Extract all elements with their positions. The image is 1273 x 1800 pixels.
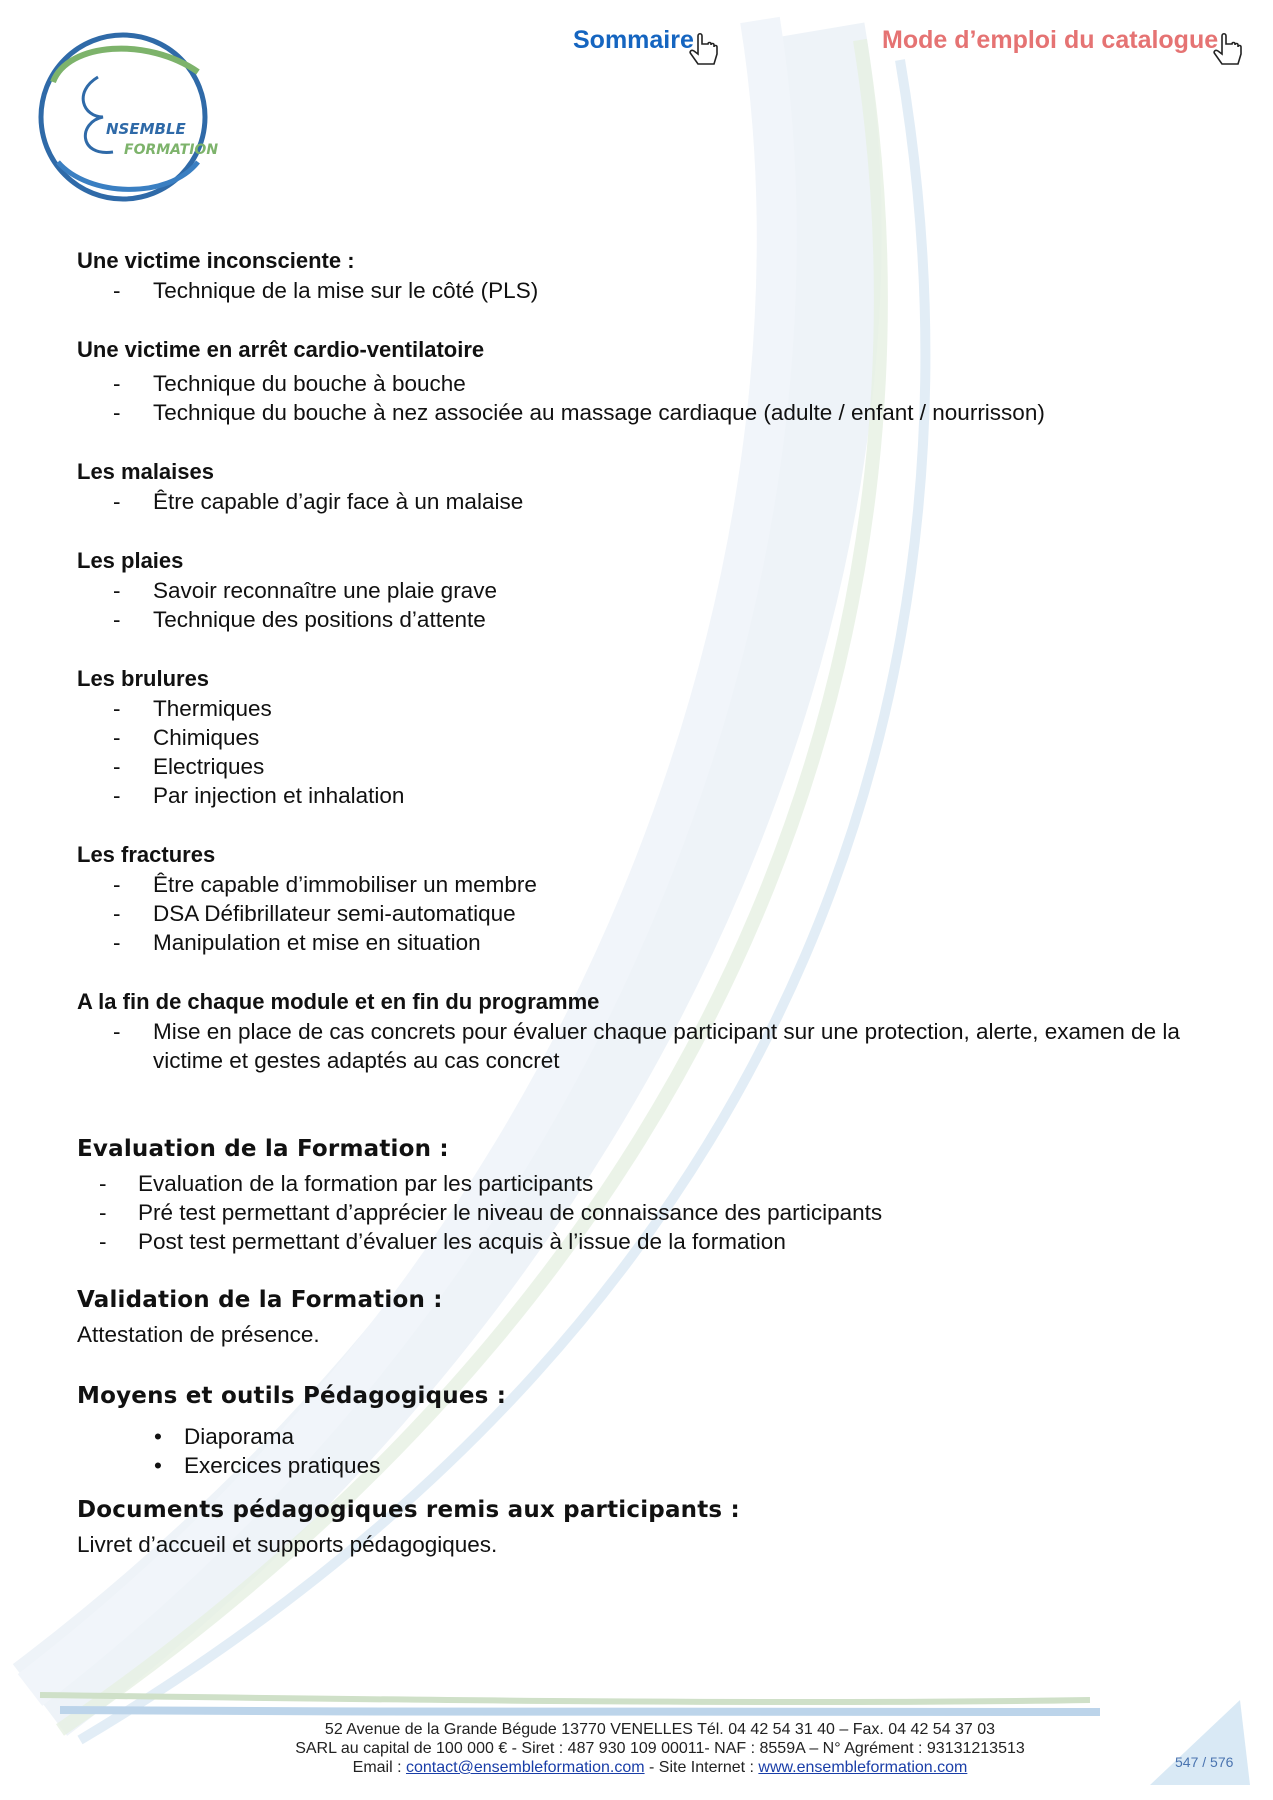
email-prefix: Email : (352, 1759, 406, 1776)
list-item: - Technique des positions d’attente (77, 605, 1227, 634)
sommaire-label: Sommaire (573, 26, 694, 54)
list-item: • Diaporama (77, 1422, 1227, 1451)
section-plaies (77, 546, 1227, 634)
moyens-title: Moyens et outils Pédagogiques : (77, 1383, 507, 1409)
section-fin-programme (77, 987, 1227, 1075)
item-list (77, 487, 1227, 516)
list-item: - Chimiques (77, 723, 1227, 752)
list-item: • Exercices pratiques (77, 1451, 1227, 1480)
sommaire-link[interactable] (573, 26, 722, 72)
mode-emploi-link[interactable] (882, 26, 1246, 72)
main-content (77, 246, 1227, 1560)
page-footer (200, 1720, 1120, 1777)
section-arret-cardio (77, 335, 1227, 427)
list-item: - Evaluation de la formation par les participants (77, 1169, 1227, 1198)
list-item: - Thermiques (77, 694, 1227, 723)
email-link[interactable]: contact@ensembleformation.com (405, 1759, 645, 1776)
footer-company-info: SARL au capital de 100 000 € - Siret : 487 930 109 00011- NAF : 8559A – N° Agrément : 93131213513 (295, 1740, 1025, 1757)
item-list (77, 276, 1227, 305)
moyens-list (77, 1422, 1227, 1480)
list-item: - Savoir reconnaître une plaie grave (77, 576, 1227, 605)
list-item: - Electriques (77, 752, 1227, 781)
section-inconsciente (77, 246, 1227, 305)
list-item: - Technique du bouche à bouche (77, 369, 1227, 398)
validation-text: Attestation de présence. (77, 1322, 320, 1347)
site-prefix: - Site Internet : (644, 1759, 759, 1776)
page-number: 547 / 576 (1175, 1754, 1234, 1770)
svg-text:FORMATION: FORMATION (124, 142, 219, 158)
documents-text: Livret d’accueil et supports pédagogiques. (77, 1532, 498, 1557)
section-title: Les malaises (77, 459, 214, 484)
list-item: - Être capable d’agir face à un malaise (77, 487, 1227, 516)
validation-section (77, 1284, 1227, 1350)
item-list (77, 576, 1227, 634)
validation-title: Validation de la Formation : (77, 1287, 443, 1313)
evaluation-title: Evaluation de la Formation : (77, 1136, 449, 1162)
list-item: - Être capable d’immobiliser un membre (77, 870, 1227, 899)
mode-emploi-label: Mode d’emploi du catalogue (882, 26, 1219, 54)
moyens-section (77, 1380, 1227, 1480)
list-item: - Technique du bouche à nez associée au massage cardiaque (adulte / enfant / nourrisson) (77, 398, 1227, 427)
documents-title: Documents pédagogiques remis aux participants : (77, 1497, 740, 1523)
section-title: A la fin de chaque module et en fin du programme (77, 989, 600, 1014)
list-item: - Pré test permettant d’apprécier le niveau de connaissance des participants (77, 1198, 1227, 1227)
hand-pointer-icon (688, 32, 722, 72)
section-fractures (77, 840, 1227, 957)
item-list (77, 369, 1227, 427)
section-brulures (77, 664, 1227, 810)
list-item: - DSA Défibrillateur semi-automatique (77, 899, 1227, 928)
footer-address: 52 Avenue de la Grande Bégude 13770 VENELLES Tél. 04 42 54 31 40 – Fax. 04 42 54 37 03 (324, 1721, 996, 1738)
list-item: - Manipulation et mise en situation (77, 928, 1227, 957)
list-item: - Mise en place de cas concrets pour évaluer chaque participant sur une protection, alerte, examen de la victime et gestes adaptés au cas concret (77, 1017, 1227, 1075)
hand-pointer-icon (1212, 32, 1246, 72)
section-title: Les plaies (77, 548, 184, 573)
section-title: Une victime inconsciente : (77, 248, 355, 273)
list-item: - Par injection et inhalation (77, 781, 1227, 810)
section-title: Les fractures (77, 842, 216, 867)
website-link[interactable]: www.ensembleformation.com (758, 1759, 968, 1776)
svg-text:NSEMBLE: NSEMBLE (106, 120, 186, 138)
list-item: - Post test permettant d’évaluer les acquis à l’issue de la formation (77, 1227, 1227, 1256)
evaluation-list (77, 1169, 1227, 1256)
section-title: Les brulures (77, 666, 210, 691)
list-item: - Technique de la mise sur le côté (PLS) (77, 276, 1227, 305)
footer-contact-line (200, 1758, 1120, 1777)
section-title: Une victime en arrêt cardio-ventilatoire (77, 337, 485, 362)
item-list (77, 1017, 1227, 1075)
item-list (77, 694, 1227, 810)
section-malaises (77, 457, 1227, 516)
evaluation-section (77, 1133, 1227, 1256)
item-list (77, 870, 1227, 957)
documents-section (77, 1494, 1227, 1560)
ensemble-formation-logo (28, 22, 238, 212)
